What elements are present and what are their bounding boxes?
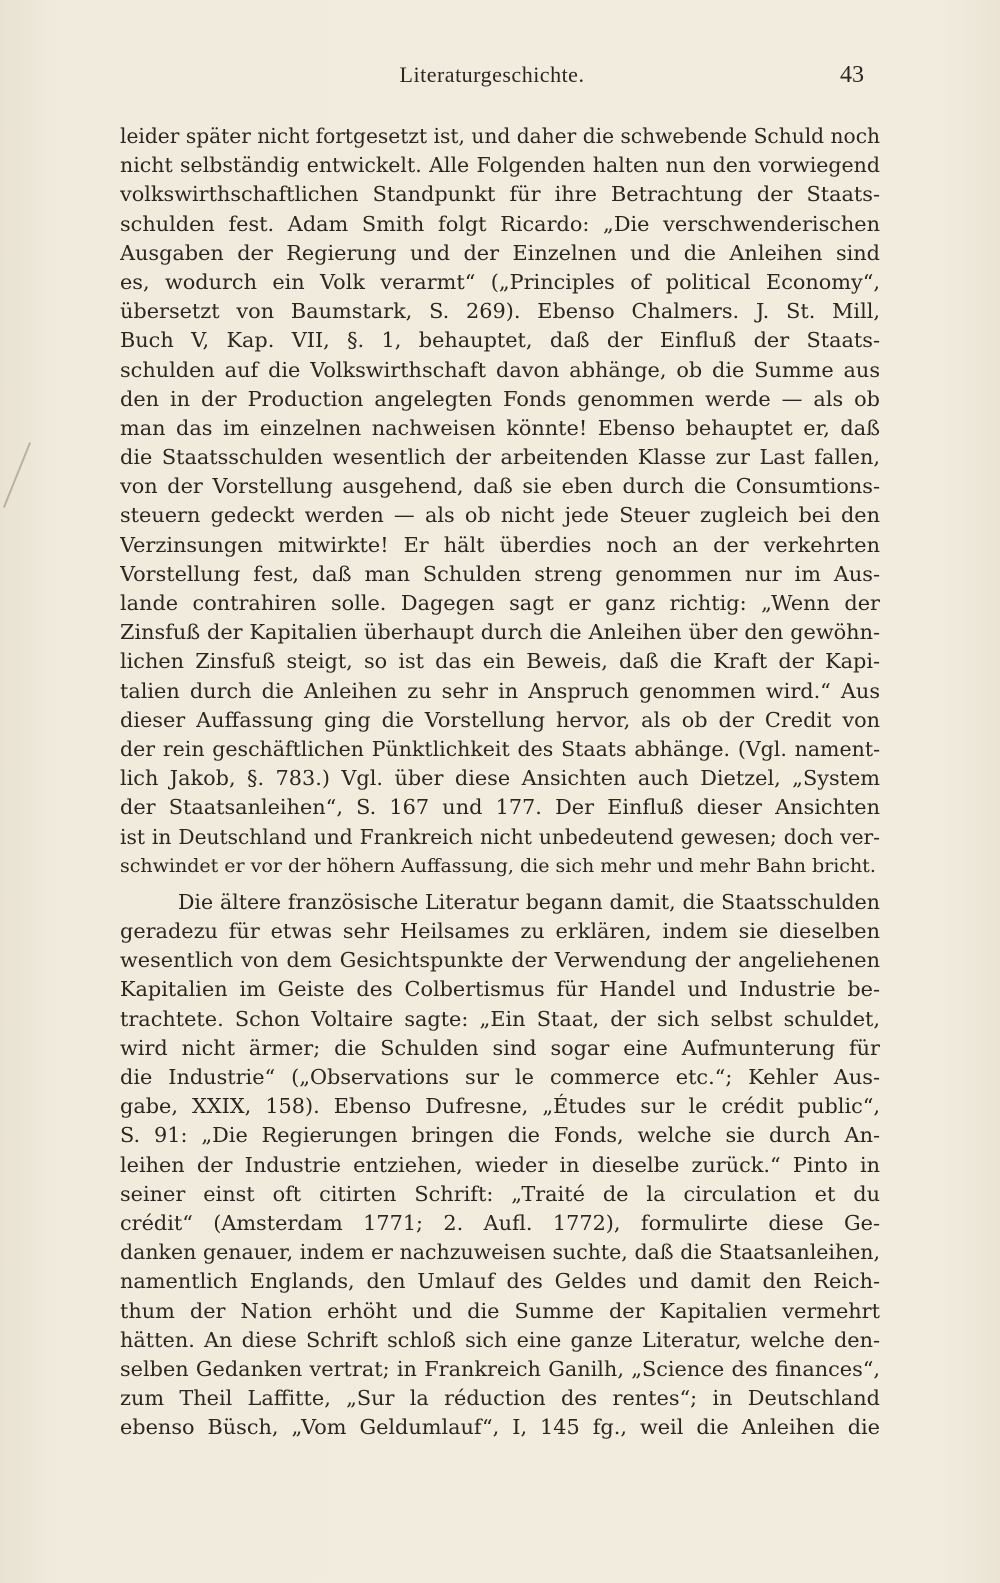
text-line: namentlich Englands, den Umlauf des Geldes und damit den Reich- (120, 1269, 880, 1294)
text-line: Die ältere französische Literatur begann damit, die Staatsschulden (178, 889, 880, 914)
text-line: Vorstellung fest, daß man Schulden streng genommen nur im Aus- (120, 561, 880, 586)
text-line: zum Theil Laffitte, „Sur la réduction des rentes“; in Deutschland (120, 1386, 880, 1411)
body-text (120, 122, 880, 1442)
running-title: Literaturgeschichte. (399, 62, 585, 87)
text-line: lichen Zinsfuß steigt, so ist das ein Beweis, daß die Kraft der Kapi- (120, 649, 880, 674)
text-line: Verzinsungen mitwirkte! Er hält überdies noch an der verkehrten (120, 532, 880, 557)
text-line: lich Jakob, §. 783.) Vgl. über diese Ansichten auch Dietzel, „System (120, 766, 880, 791)
text-line: schulden fest. Adam Smith folgt Ricardo: „Die verschwenderischen (120, 211, 880, 236)
text-line: man das im einzelnen nachweisen könnte! Ebenso behauptet er, daß (120, 415, 880, 440)
text-line: Zinsfuß der Kapitalien überhaupt durch die Anleihen über den gewöhn- (120, 620, 880, 645)
text-line: thum der Nation erhöht und die Summe der Kapitalien vermehrt (120, 1298, 880, 1323)
text-line: gabe, XXIX, 158). Ebenso Dufresne, „Études sur le crédit public“, (120, 1094, 880, 1119)
text-line: trachtete. Schon Voltaire sagte: „Ein Staat, der sich selbst schuldet, (120, 1006, 880, 1031)
text-line: geradezu für etwas sehr Heilsames zu erklären, indem sie dieselben (120, 919, 880, 944)
text-line: seiner einst oft citirten Schrift: „Traité de la circulation et du (120, 1181, 880, 1206)
text-line: hätten. An diese Schrift schloß sich eine ganze Literatur, welche den- (120, 1327, 880, 1352)
text-line: der Staatsanleihen“, S. 167 und 177. Der Einfluß dieser Ansichten (120, 795, 880, 820)
text-line: von der Vorstellung ausgehend, daß sie eben durch die Consumtions- (120, 474, 880, 499)
text-line: wesentlich von dem Gesichtspunkte der Verwendung der angeliehenen (120, 948, 880, 973)
text-line: leider später nicht fortgesetzt ist, und daher die schwebende Schuld noch (120, 124, 880, 148)
text-line: Ausgaben der Regierung und der Einzelnen und die Anleihen sind (120, 240, 880, 265)
text-line: danken genauer, indem er nachzuweisen suchte, daß die Staatsanleihen, (120, 1240, 880, 1265)
text-line: es, wodurch ein Volk verarmt“ („Principles of political Economy“, (120, 269, 880, 294)
text-line: selben Gedanken vertrat; in Frankreich Ganilh, „Science des finances“, (120, 1356, 880, 1381)
text-line: Buch V, Kap. VII, §. 1, behauptet, daß der Einfluß der Staats- (120, 328, 880, 353)
text-line: ebenso Büsch, „Vom Geldumlauf“, I, 145 fg., weil die Anleihen die (120, 1415, 880, 1440)
text-line: talien durch die Anleihen zu sehr in Anspruch genommen wird.“ Aus (120, 678, 880, 703)
text-line: der rein geschäftlichen Pünktlichkeit des Staats abhänge. (Vgl. nament- (120, 736, 880, 761)
text-line: die Industrie“ („Observations sur le commerce etc.“; Kehler Aus- (120, 1065, 880, 1089)
text-line: schwindet er vor der höhern Auffassung, die sich mehr und mehr Bahn bricht. (120, 854, 876, 877)
text-line: volkswirthschaftlichen Standpunkt für ihre Betrachtung der Staats- (120, 182, 880, 207)
text-line: leihen der Industrie entziehen, wieder in dieselbe zurück.“ Pinto in (120, 1152, 880, 1177)
text-line: Kapitalien im Geiste des Colbertismus für Handel und Industrie be- (120, 977, 880, 1002)
text-line: crédit“ (Amsterdam 1771; 2. Aufl. 1772), formulirte diese Ge- (120, 1210, 880, 1235)
text-line: lande contrahiren solle. Dagegen sagt er ganz richtig: „Wenn der (120, 591, 880, 615)
text-line: den in der Production angelegten Fonds genommen werde — als ob (120, 386, 880, 411)
text-line: S. 91: „Die Regierungen bringen die Fonds, welche sie durch An- (120, 1123, 880, 1148)
text-line: nicht selbständig entwickelt. Alle Folgenden halten nun den vorwiegend (120, 153, 880, 178)
paragraph-2 (120, 888, 880, 1443)
text-line: übersetzt von Baumstark, S. 269). Ebenso Chalmers. J. St. Mill, (120, 299, 880, 324)
text-line: wird nicht ärmer; die Schulden sind sogar eine Aufmunterung für (120, 1035, 880, 1060)
page-number: 43 (840, 62, 864, 88)
text-line: steuern gedeckt werden — als ob nicht jede Steuer zugleich bei den (120, 503, 880, 528)
text-line: dieser Auffassung ging die Vorstellung hervor, als ob der Credit von (120, 707, 880, 732)
running-head (120, 62, 864, 98)
paragraph-1 (120, 122, 880, 881)
margin-pencil-mark (3, 442, 31, 508)
text-line: schulden auf die Volkswirthschaft davon abhänge, ob die Summe aus (120, 357, 880, 382)
text-line: ist in Deutschland und Frankreich nicht unbedeutend gewesen; doch ver- (120, 824, 880, 849)
paragraph-gap (120, 881, 880, 888)
text-line: die Staatsschulden wesentlich der arbeitenden Klasse zur Last fallen, (120, 445, 880, 470)
